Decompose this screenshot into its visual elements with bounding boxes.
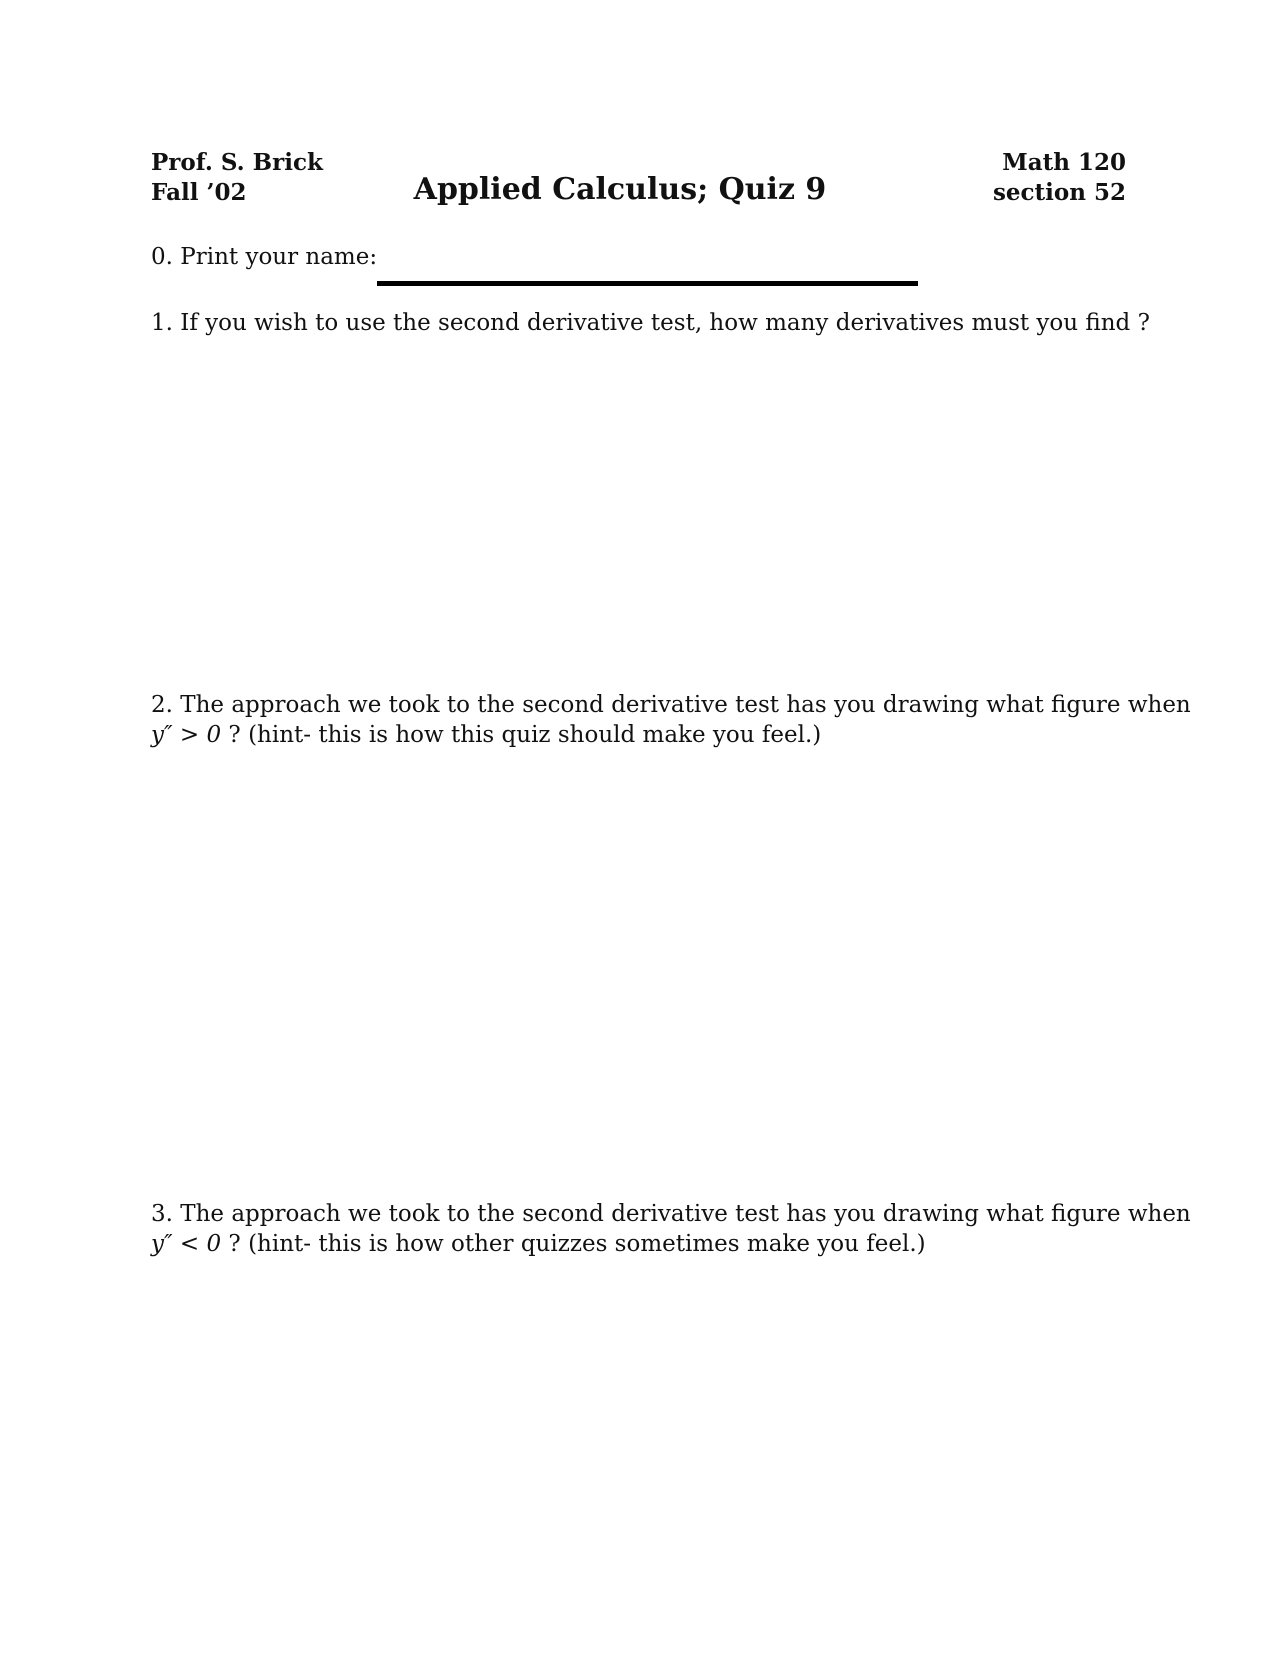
question-2-line-1: 2. The approach we took to the second derivative test has you drawing what figure when: [151, 692, 1191, 718]
question-2: [151, 690, 1191, 750]
header-left: [151, 148, 323, 208]
question-2-math: y″ > 0: [151, 722, 222, 748]
quiz-title: Applied Calculus; Quiz 9: [413, 172, 827, 207]
question-3-line-2: [151, 1229, 1126, 1259]
instructor-name: Prof. S. Brick: [151, 149, 323, 176]
question-1: 1. If you wish to use the second derivative test, how many derivatives must you find ?: [151, 310, 1150, 336]
question-2-hint: ? (hint- this is how this quiz should make you feel.): [221, 722, 822, 748]
term: Fall ’02: [151, 179, 247, 206]
question-3: [151, 1199, 1191, 1259]
question-0-prompt: 0. Print your name:: [151, 244, 378, 270]
question-2-line-2: [151, 720, 1126, 750]
question-3-math: y″ < 0: [151, 1231, 222, 1257]
name-answer-line[interactable]: [377, 281, 918, 286]
header-right: [993, 148, 1126, 208]
course-section: section 52: [992, 179, 1126, 206]
question-3-line-1: 3. The approach we took to the second derivative test has you drawing what figure when: [151, 1201, 1191, 1227]
question-3-hint: ? (hint- this is how other quizzes sometimes make you feel.): [221, 1231, 926, 1257]
course-number: Math 120: [1002, 149, 1126, 176]
